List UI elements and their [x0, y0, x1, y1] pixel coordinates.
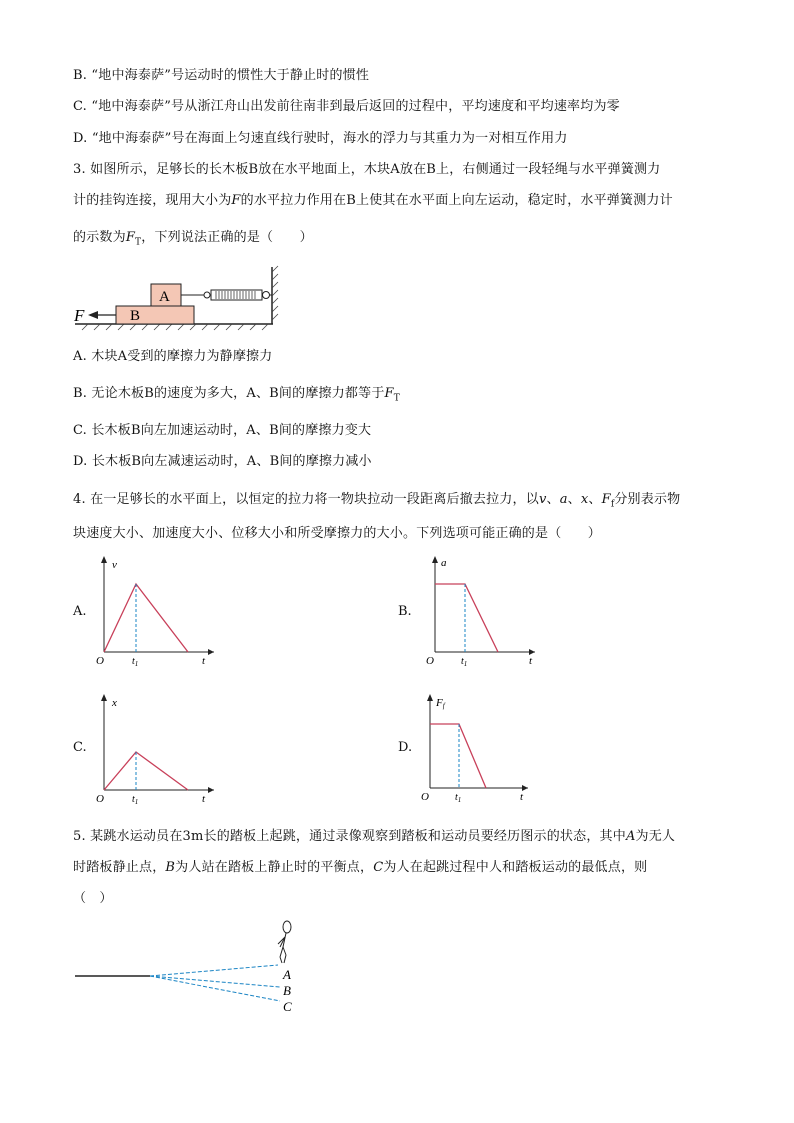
plot-line: [435, 584, 498, 652]
y-axis-subscript: f: [442, 702, 445, 710]
force-arrow-icon: [88, 311, 98, 319]
q5-stem-line2: [73, 858, 647, 878]
tick-subscript: 1: [457, 796, 462, 804]
q5-stem-text: 为人在起跳过程中人和踏板运动的最低点，则: [383, 860, 648, 875]
q3-option-a: A. 木块A受到的摩擦力为静摩擦力: [73, 349, 273, 364]
x-axis-label: t: [520, 791, 524, 803]
q4-option-d-label: D.: [398, 740, 413, 755]
origin-label: O: [421, 791, 429, 803]
t1-tick-label: [455, 792, 461, 804]
y-axis-arrow-icon: [101, 694, 107, 701]
force-symbol: F: [231, 193, 241, 208]
board-b-label: B: [130, 308, 141, 324]
point-a-label: A: [283, 967, 291, 982]
tick-subscript: 1: [134, 798, 139, 806]
acceleration-symbol: a: [559, 492, 568, 507]
tick-symbol: t: [461, 656, 464, 667]
tick-subscript: 1: [463, 660, 468, 668]
q3-stem-line3: [73, 228, 313, 253]
force-label: F: [74, 306, 85, 325]
origin-label: O: [96, 655, 104, 667]
y-axis-label: a: [441, 557, 447, 569]
point-a-symbol: A: [625, 829, 636, 844]
wall-ring-icon: [263, 292, 270, 299]
q4-stem-text: 分别表示物: [614, 492, 681, 507]
tick-symbol: t: [132, 656, 135, 667]
q4-stem-line2: 块速度大小、加速度大小、位移大小和所受摩擦力的大小。下列选项可能正确的是（ ）: [73, 526, 602, 541]
q4-graph-c: [90, 690, 220, 808]
q5-stem-line3: （ ）: [73, 891, 113, 906]
tension-subscript: T: [393, 393, 400, 404]
y-axis-label: [435, 697, 446, 710]
block-a-label: A: [159, 289, 170, 305]
q3-option-d: D. 长木板B向左减速运动时，A、B间的摩擦力减小: [73, 454, 372, 469]
origin-label: O: [96, 793, 104, 805]
x-axis-label: t: [202, 793, 206, 805]
q5-stem-text: 5. 某跳水运动员在3m长的踏板上起跳，通过录像观察到踏板和运动员要经历图示的状态，其中: [73, 829, 626, 844]
tension-subscript: T: [135, 237, 142, 248]
q3-stem-text: 的示数为: [73, 230, 126, 245]
t1-tick-label: [132, 656, 138, 668]
y-axis-arrow-icon: [427, 694, 433, 701]
q3-stem-line1: 3. 如图所示，足够长的长木板B放在水平地面上，木块A放在B上，右侧通过一段轻绳与水平弹簧测力: [73, 162, 661, 177]
q2-option-c: C. “地中海泰萨”号从浙江舟山出发前往南非到最后返回的过程中，平均速度和平均速率均为零: [73, 99, 620, 114]
wall-hatch: [272, 266, 278, 320]
point-b-symbol: B: [165, 860, 176, 875]
q5-stem-text: 为无人: [635, 829, 676, 844]
separator: 、: [546, 492, 560, 507]
tick-subscript: 1: [134, 660, 139, 668]
tick-symbol: t: [132, 794, 135, 805]
q4-stem-text: 4. 在一足够长的水平面上，以恒定的拉力将一物块拉动一段距离后撤去拉力，以: [73, 492, 539, 507]
q3-option-b-text: B. 无论木板B的速度为多大，A、B间的摩擦力都等于: [73, 386, 385, 401]
tension-symbol: F: [384, 386, 394, 401]
q4-graph-d: [416, 690, 536, 808]
hook-icon: [204, 292, 210, 298]
x-axis-label: t: [529, 655, 533, 667]
x-axis-label: t: [202, 655, 206, 667]
q4-graph-a: [90, 552, 220, 670]
q3-stem-text: 计的挂钩连接，现用大小为: [73, 193, 232, 208]
plot-line: [104, 584, 188, 652]
board-b: [116, 306, 194, 324]
q5-figure: [70, 915, 310, 1015]
plot-line: [104, 752, 188, 790]
separator: 、: [567, 492, 581, 507]
x-axis-arrow-icon: [208, 787, 214, 793]
origin-label: O: [426, 655, 434, 667]
q5-stem-line1: [73, 827, 675, 847]
t1-tick-label: [461, 656, 467, 668]
q4-option-b-label: B.: [398, 604, 412, 619]
board-state-b: [150, 976, 280, 987]
x-axis-arrow-icon: [208, 649, 214, 655]
q4-graph-b: [421, 552, 541, 670]
t1-tick-label: [132, 794, 138, 806]
tension-symbol: F: [125, 230, 136, 245]
q5-stem-text: 为人站在踏板上静止时的平衡点，: [175, 860, 374, 875]
y-axis-label: x: [112, 697, 117, 709]
point-c-label: C: [283, 999, 292, 1014]
board-state-a: [150, 965, 278, 976]
q5-stem-text: 时踏板静止点，: [73, 860, 166, 875]
board-state-c: [150, 976, 280, 1001]
friction-subscript: f: [610, 499, 615, 510]
y-axis-label: v: [112, 559, 117, 571]
friction-symbol: F: [601, 492, 611, 507]
q3-option-b: [73, 384, 400, 409]
velocity-symbol: v: [538, 492, 547, 507]
point-b-label: B: [283, 983, 291, 998]
separator: 、: [588, 492, 602, 507]
q3-option-c: C. 长木板B向左加速运动时，A、B间的摩擦力变大: [73, 423, 372, 438]
displacement-symbol: x: [580, 492, 589, 507]
q3-stem-text: 的水平拉力作用在B上使其在水平面上向左运动，稳定时，水平弹簧测力计: [240, 193, 673, 208]
y-axis-symbol: F: [436, 697, 443, 709]
q2-option-b: B. “地中海泰萨”号运动时的惯性大于静止时的惯性: [73, 68, 370, 83]
q4-stem-line1: [73, 490, 680, 515]
y-axis-arrow-icon: [101, 556, 107, 563]
tick-symbol: t: [455, 792, 458, 803]
q4-option-c-label: C.: [73, 740, 87, 755]
ground-hatch: [82, 324, 268, 330]
q3-figure: [70, 262, 290, 332]
diver-icon: [278, 921, 291, 963]
point-c-symbol: C: [373, 860, 384, 875]
q4-option-a-label: A.: [73, 604, 87, 619]
y-axis-arrow-icon: [432, 556, 438, 563]
q2-option-d: D. “地中海泰萨”号在海面上匀速直线行驶时，海水的浮力与其重力为一对相互作用力: [73, 131, 568, 146]
plot-line: [430, 724, 486, 788]
q3-stem-line2: [73, 191, 673, 211]
q3-stem-text: ，下列说法正确的是（ ）: [141, 230, 313, 245]
